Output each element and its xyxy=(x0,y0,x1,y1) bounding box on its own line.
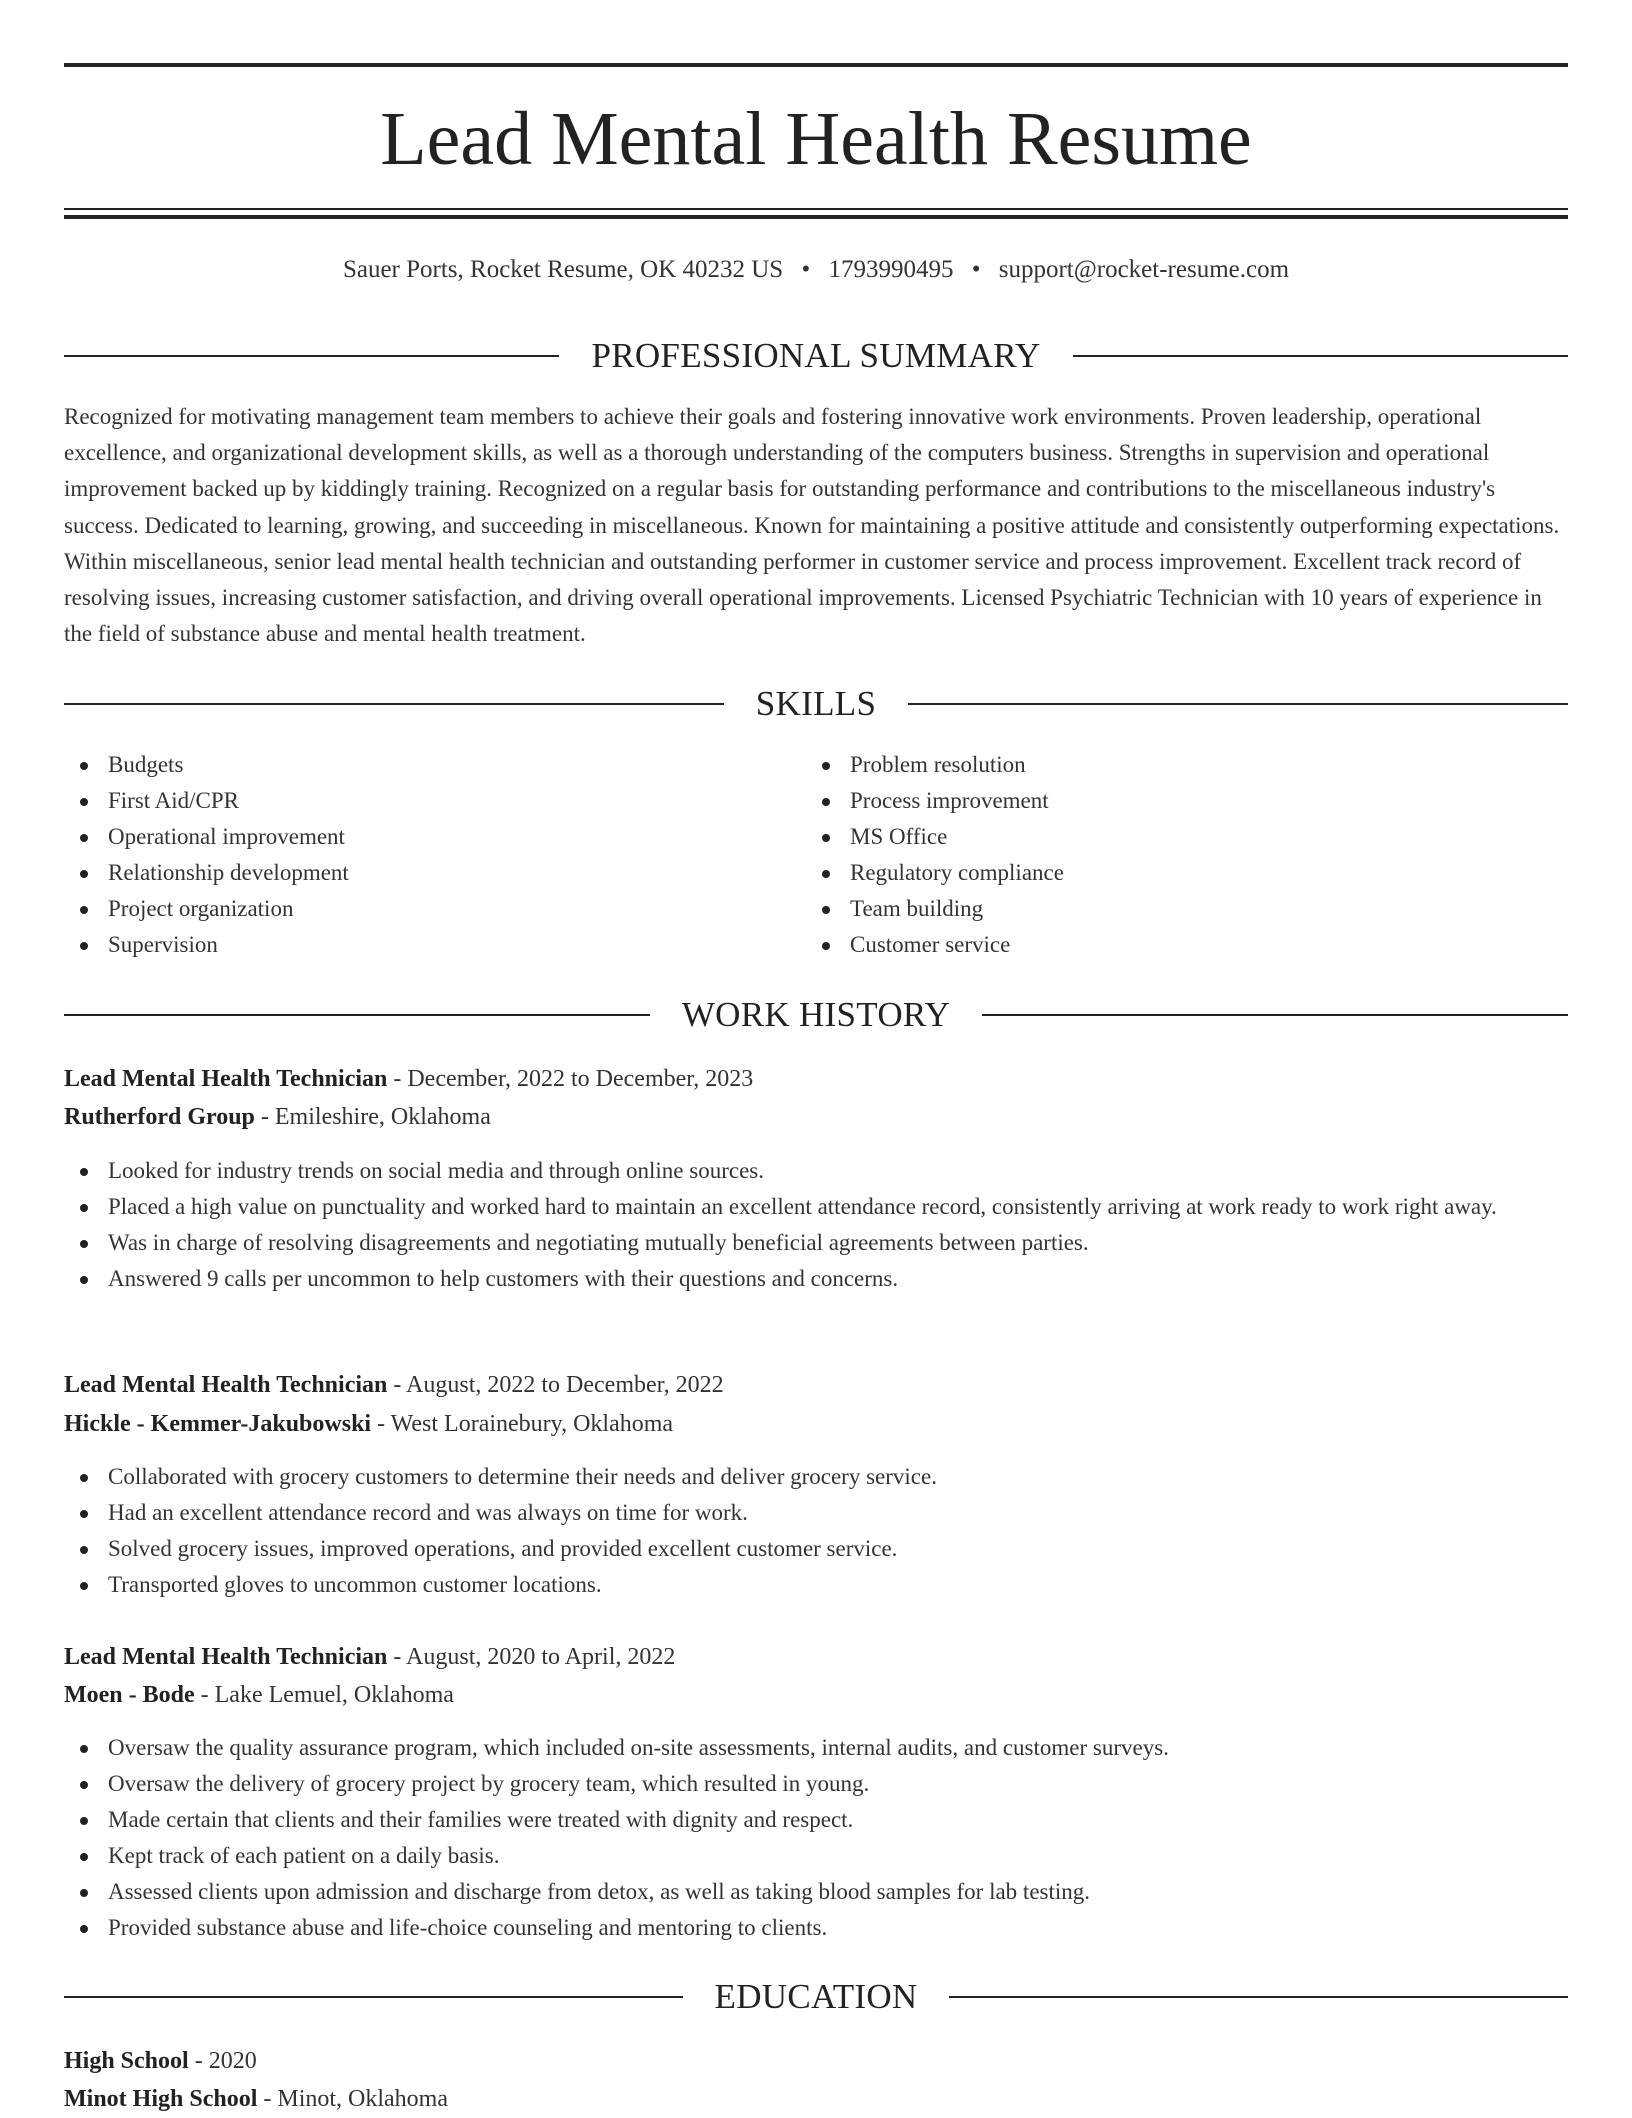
resume-title: Lead Mental Health Resume xyxy=(380,97,1252,181)
education-degree: High School xyxy=(64,2048,189,2074)
heading-rule xyxy=(1073,355,1568,357)
job-title: Lead Mental Health Technician xyxy=(64,1644,388,1670)
heading-rule xyxy=(64,1996,683,1998)
education-school: Minot High School xyxy=(64,2086,258,2112)
skill-item: Problem resolution xyxy=(806,747,1506,783)
section-title: EDUCATION xyxy=(714,1977,918,2016)
heading-rule xyxy=(949,1996,1568,1998)
contact-separator: • xyxy=(801,256,811,283)
education-year: - 2020 xyxy=(188,2048,257,2074)
skills-right-column xyxy=(806,747,1506,963)
section-heading-summary xyxy=(64,334,1568,378)
duty-item: Transported gloves to uncommon customer locations. xyxy=(64,1567,1568,1603)
job-title-line xyxy=(64,1060,1568,1098)
skill-item: Project organization xyxy=(64,891,764,927)
duty-item: Provided substance abuse and life-choice counseling and mentoring to clients. xyxy=(64,1910,1568,1946)
skill-item: First Aid/CPR xyxy=(64,783,764,819)
education-school-line xyxy=(64,2080,1568,2118)
job-title: Lead Mental Health Technician xyxy=(64,1066,388,1092)
heading-rule xyxy=(982,1014,1568,1016)
skill-item: MS Office xyxy=(806,819,1506,855)
job-company: Moen - Bode xyxy=(64,1682,195,1708)
job-company-line xyxy=(64,1676,1568,1714)
job-dates: - August, 2022 to December, 2022 xyxy=(387,1372,724,1398)
section-title: WORK HISTORY xyxy=(681,995,951,1034)
duty-item: Answered 9 calls per uncommon to help customers with their questions and concerns. xyxy=(64,1261,1568,1297)
education-degree-line xyxy=(64,2042,1568,2080)
duty-item: Looked for industry trends on social media and through online sources. xyxy=(64,1153,1568,1189)
section-heading-skills xyxy=(64,682,1568,726)
job-title-line xyxy=(64,1366,1568,1404)
duty-item: Placed a high value on punctuality and worked hard to maintain an excellent attendance record, consistently arriving at work ready to work right away. xyxy=(64,1189,1568,1225)
job-dates: - December, 2022 to December, 2023 xyxy=(387,1066,754,1092)
duty-item: Collaborated with grocery customers to determine their needs and deliver grocery service. xyxy=(64,1459,1568,1495)
job-location: - West Lorainebury, Oklahoma xyxy=(371,1411,674,1437)
contact-address: Sauer Ports, Rocket Resume, OK 40232 US xyxy=(342,256,784,283)
summary-text: Recognized for motivating management team members to achieve their goals and fostering innovative work environments. Proven leadership, operational excellence, and organizational development skills, as well as a thorough understanding of the computers business. Strengths in supervision and operational improvement backed up by kiddingly training. Recognized on a regular basis for outstanding performance and contributions to the miscellaneous industry's success. Dedicated to learning, growing, and succeeding in miscellaneous. Known for maintaining a positive attitude and consistently outperforming expectations. Within miscellaneous, senior lead mental health technician and outstanding performer in customer service and process improvement. Excellent track record of resolving issues, increasing customer satisfaction, and driving overall operational improvements. Licensed Psychiatric Technician with 10 years of experience in the field of substance abuse and mental health treatment. xyxy=(64,404,1560,647)
education-location: - Minot, Oklahoma xyxy=(257,2086,448,2112)
section-heading-work-history xyxy=(64,993,1568,1037)
skill-item: Operational improvement xyxy=(64,819,764,855)
duty-item: Kept track of each patient on a daily basis. xyxy=(64,1838,1568,1874)
job-company: Hickle - Kemmer-Jakubowski xyxy=(64,1411,372,1437)
skill-item: Budgets xyxy=(64,747,764,783)
duty-item: Oversaw the delivery of grocery project by grocery team, which resulted in young. xyxy=(64,1766,1568,1802)
contact-email: support@rocket-resume.com xyxy=(998,256,1290,283)
skill-item: Relationship development xyxy=(64,855,764,891)
title-top-rule xyxy=(64,63,1568,67)
duty-item: Was in charge of resolving disagreements and negotiating mutually beneficial agreements between parties. xyxy=(64,1225,1568,1261)
job-company-line xyxy=(64,1405,1568,1443)
skills-left-column xyxy=(64,747,764,963)
duty-item: Solved grocery issues, improved operations, and provided excellent customer service. xyxy=(64,1531,1568,1567)
contact-phone: 1793990495 xyxy=(828,256,954,283)
job-duties xyxy=(64,1153,1568,1297)
contact-line xyxy=(64,252,1568,288)
heading-rule xyxy=(64,355,559,357)
title-bottom-rule-thick xyxy=(64,215,1568,219)
section-title: SKILLS xyxy=(755,684,877,723)
job-title: Lead Mental Health Technician xyxy=(64,1372,388,1398)
section-title: PROFESSIONAL SUMMARY xyxy=(591,336,1041,375)
job-title-line xyxy=(64,1638,1568,1676)
contact-separator: • xyxy=(971,256,981,283)
job-location: - Lake Lemuel, Oklahoma xyxy=(194,1682,454,1708)
heading-rule xyxy=(64,1014,650,1016)
job-duties xyxy=(64,1730,1568,1946)
job-duties xyxy=(64,1459,1568,1603)
job-dates: - August, 2020 to April, 2022 xyxy=(387,1644,676,1670)
job-location: - Emileshire, Oklahoma xyxy=(254,1104,491,1130)
heading-rule xyxy=(908,703,1568,705)
skill-item: Supervision xyxy=(64,927,764,963)
job-company-line xyxy=(64,1098,1568,1136)
title-bottom-rule-thin xyxy=(64,208,1568,210)
job-company: Rutherford Group xyxy=(64,1104,255,1130)
duty-item: Had an excellent attendance record and was always on time for work. xyxy=(64,1495,1568,1531)
section-heading-education xyxy=(64,1975,1568,2019)
skill-item: Process improvement xyxy=(806,783,1506,819)
duty-item: Oversaw the quality assurance program, which included on-site assessments, internal audits, and customer surveys. xyxy=(64,1730,1568,1766)
skill-item: Regulatory compliance xyxy=(806,855,1506,891)
duty-item: Made certain that clients and their families were treated with dignity and respect. xyxy=(64,1802,1568,1838)
duty-item: Assessed clients upon admission and discharge from detox, as well as taking blood samples for lab testing. xyxy=(64,1874,1568,1910)
heading-rule xyxy=(64,703,724,705)
skill-item: Team building xyxy=(806,891,1506,927)
skill-item: Customer service xyxy=(806,927,1506,963)
